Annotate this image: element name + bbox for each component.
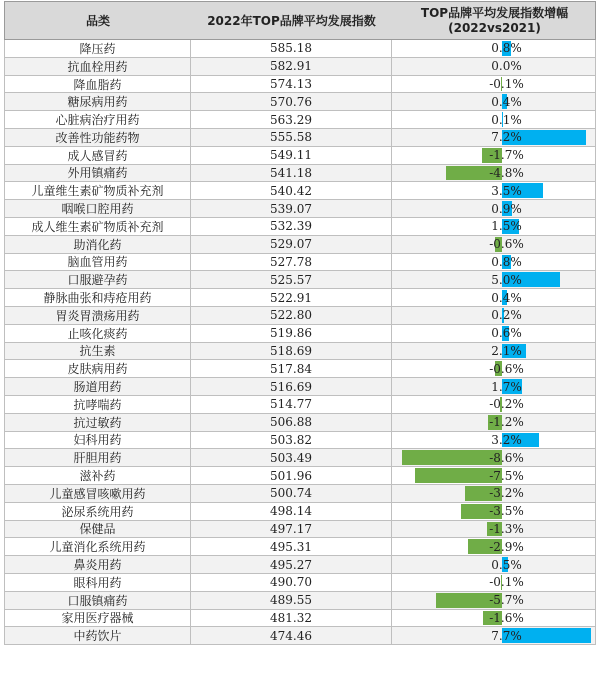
- growth-cell: [392, 254, 597, 271]
- category-cell: 改善性功能药物: [5, 129, 191, 146]
- table-row: [4, 325, 596, 343]
- table-row: [4, 592, 596, 610]
- table-row: [4, 503, 596, 521]
- growth-label: -1.2%: [489, 415, 524, 430]
- header-growth: [392, 2, 597, 39]
- category-cell: 家用医疗器械: [5, 610, 191, 627]
- header-category: 品类: [85, 14, 110, 28]
- category-cell: 降血脂药: [5, 76, 191, 93]
- index-cell: 522.80: [191, 307, 392, 324]
- index-cell: 500.74: [191, 485, 392, 502]
- table-body: [4, 40, 596, 645]
- growth-cell: [392, 40, 597, 57]
- growth-label: -5.7%: [489, 593, 524, 608]
- table-row: [4, 378, 596, 396]
- table-row: [4, 182, 596, 200]
- growth-label: -3.2%: [489, 486, 524, 501]
- index-cell: 503.82: [191, 432, 392, 449]
- growth-label: 0.6%: [491, 326, 522, 341]
- growth-label: 7.7%: [491, 628, 522, 643]
- index-cell: 518.69: [191, 343, 392, 360]
- growth-cell: [392, 182, 597, 199]
- category-cell: 糖尿病用药: [5, 93, 191, 110]
- growth-label: -0.6%: [489, 361, 524, 376]
- growth-cell: [392, 521, 597, 538]
- growth-label: 0.8%: [491, 254, 522, 269]
- table-row: [4, 556, 596, 574]
- growth-label: 2.1%: [491, 343, 522, 358]
- growth-cell: [392, 307, 597, 324]
- table-row: [4, 289, 596, 307]
- growth-label: -0.6%: [489, 237, 524, 252]
- growth-cell: [392, 556, 597, 573]
- table-row: [4, 147, 596, 165]
- category-cell: 口服镇痛药: [5, 592, 191, 609]
- category-cell: 泌尿系统用药: [5, 503, 191, 520]
- table-row: [4, 449, 596, 467]
- growth-cell: [392, 343, 597, 360]
- category-cell: 静脉曲张和痔疮用药: [5, 289, 191, 306]
- table-header: [4, 1, 596, 40]
- growth-cell: [392, 76, 597, 93]
- index-cell: 495.27: [191, 556, 392, 573]
- growth-cell: [392, 147, 597, 164]
- growth-label: -2.9%: [489, 539, 524, 554]
- table-row: [4, 129, 596, 147]
- growth-cell: [392, 432, 597, 449]
- table-row: [4, 200, 596, 218]
- index-cell: 555.58: [191, 129, 392, 146]
- growth-cell: [392, 449, 597, 466]
- growth-cell: [392, 396, 597, 413]
- index-cell: 525.57: [191, 271, 392, 288]
- table-row: [4, 538, 596, 556]
- category-cell: 鼻炎用药: [5, 556, 191, 573]
- growth-cell: [392, 165, 597, 182]
- category-cell: 降压药: [5, 40, 191, 57]
- table-row: [4, 111, 596, 129]
- index-cell: 519.86: [191, 325, 392, 342]
- growth-label: 0.0%: [491, 59, 522, 74]
- growth-label: -1.7%: [489, 148, 524, 163]
- growth-label: 0.4%: [491, 290, 522, 305]
- growth-label: -4.8%: [489, 165, 524, 180]
- index-cell: 503.49: [191, 449, 392, 466]
- growth-label: -7.5%: [489, 468, 524, 483]
- category-cell: 保健品: [5, 521, 191, 538]
- index-cell: 481.32: [191, 610, 392, 627]
- index-cell: 541.18: [191, 165, 392, 182]
- growth-cell: [392, 289, 597, 306]
- growth-cell: [392, 574, 597, 591]
- growth-cell: [392, 592, 597, 609]
- growth-cell: [392, 467, 597, 484]
- index-cell: 490.70: [191, 574, 392, 591]
- growth-label: -1.6%: [489, 610, 524, 625]
- index-cell: 501.96: [191, 467, 392, 484]
- category-cell: 抗生素: [5, 343, 191, 360]
- category-cell: 儿童消化系统用药: [5, 538, 191, 555]
- growth-cell: [392, 58, 597, 75]
- category-cell: 外用镇痛药: [5, 165, 191, 182]
- growth-label: 3.2%: [491, 432, 522, 447]
- table-row: [4, 271, 596, 289]
- table-row: [4, 236, 596, 254]
- growth-label: 0.5%: [491, 557, 522, 572]
- growth-cell: [392, 378, 597, 395]
- growth-label: -1.3%: [489, 521, 524, 536]
- growth-cell: [392, 538, 597, 555]
- index-cell: 563.29: [191, 111, 392, 128]
- category-cell: 助消化药: [5, 236, 191, 253]
- growth-cell: [392, 129, 597, 146]
- category-cell: 抗血栓用药: [5, 58, 191, 75]
- category-cell: 口服避孕药: [5, 271, 191, 288]
- table-row: [4, 396, 596, 414]
- category-cell: 儿童感冒咳嗽用药: [5, 485, 191, 502]
- index-cell: 582.91: [191, 58, 392, 75]
- growth-label: -0.1%: [489, 575, 524, 590]
- category-cell: 成人维生素矿物质补充剂: [5, 218, 191, 235]
- growth-label: -3.5%: [489, 504, 524, 519]
- table-row: [4, 307, 596, 325]
- category-cell: 胃炎胃溃疡用药: [5, 307, 191, 324]
- growth-label: 0.1%: [491, 112, 522, 127]
- growth-label: -0.2%: [489, 397, 524, 412]
- table-row: [4, 343, 596, 361]
- category-cell: 心脏病治疗用药: [5, 111, 191, 128]
- growth-cell: [392, 325, 597, 342]
- growth-cell: [392, 271, 597, 288]
- table-row: [4, 40, 596, 58]
- category-cell: 肝胆用药: [5, 449, 191, 466]
- growth-cell: [392, 218, 597, 235]
- header-index: 2022年TOP品牌平均发展指数: [207, 14, 376, 28]
- index-cell: 539.07: [191, 200, 392, 217]
- index-cell: 489.55: [191, 592, 392, 609]
- table-row: [4, 360, 596, 378]
- growth-label: 0.2%: [491, 308, 522, 323]
- growth-label: -8.6%: [489, 450, 524, 465]
- category-cell: 咽喉口腔用药: [5, 200, 191, 217]
- index-cell: 549.11: [191, 147, 392, 164]
- growth-label: 0.4%: [491, 94, 522, 109]
- table-row: [4, 432, 596, 450]
- growth-label: 5.0%: [491, 272, 522, 287]
- growth-cell: [392, 414, 597, 431]
- table-row: [4, 610, 596, 628]
- table-row: [4, 485, 596, 503]
- table-row: [4, 467, 596, 485]
- category-cell: 滋补药: [5, 467, 191, 484]
- growth-label: -0.1%: [489, 76, 524, 91]
- table-row: [4, 627, 596, 645]
- category-cell: 成人感冒药: [5, 147, 191, 164]
- growth-label: 1.7%: [491, 379, 522, 394]
- category-cell: 妇科用药: [5, 432, 191, 449]
- category-cell: 止咳化痰药: [5, 325, 191, 342]
- index-cell: 570.76: [191, 93, 392, 110]
- growth-label: 0.9%: [491, 201, 522, 216]
- index-cell: 498.14: [191, 503, 392, 520]
- index-cell: 495.31: [191, 538, 392, 555]
- category-cell: 儿童维生素矿物质补充剂: [5, 182, 191, 199]
- index-cell: 517.84: [191, 360, 392, 377]
- growth-label: 3.5%: [491, 183, 522, 198]
- category-cell: 抗哮喘药: [5, 396, 191, 413]
- table-row: [4, 58, 596, 76]
- growth-label: 0.8%: [491, 41, 522, 56]
- growth-cell: [392, 93, 597, 110]
- category-cell: 眼科用药: [5, 574, 191, 591]
- index-cell: 585.18: [191, 40, 392, 57]
- index-cell: 532.39: [191, 218, 392, 235]
- growth-cell: [392, 200, 597, 217]
- category-cell: 皮肤病用药: [5, 360, 191, 377]
- index-cell: 522.91: [191, 289, 392, 306]
- header-growth-title: TOP品牌平均发展指数增幅: [420, 5, 569, 20]
- table-row: [4, 414, 596, 432]
- table-row: [4, 254, 596, 272]
- category-cell: 肠道用药: [5, 378, 191, 395]
- index-cell: 529.07: [191, 236, 392, 253]
- index-cell: 474.46: [191, 627, 392, 644]
- index-cell: 540.42: [191, 182, 392, 199]
- table-row: [4, 521, 596, 539]
- growth-cell: [392, 111, 597, 128]
- growth-cell: [392, 627, 597, 644]
- index-cell: 497.17: [191, 521, 392, 538]
- index-cell: 516.69: [191, 378, 392, 395]
- growth-cell: [392, 610, 597, 627]
- index-cell: 527.78: [191, 254, 392, 271]
- category-cell: 中药饮片: [5, 627, 191, 644]
- category-cell: 抗过敏药: [5, 414, 191, 431]
- growth-label: 7.2%: [491, 130, 522, 145]
- growth-label: 1.5%: [491, 219, 522, 234]
- table-row: [4, 76, 596, 94]
- index-cell: 506.88: [191, 414, 392, 431]
- table-row: [4, 93, 596, 111]
- table-row: [4, 165, 596, 183]
- header-growth-period: (2022vs2021): [448, 20, 541, 35]
- table-row: [4, 574, 596, 592]
- growth-cell: [392, 236, 597, 253]
- table-row: [4, 218, 596, 236]
- data-table: [4, 1, 596, 645]
- growth-cell: [392, 503, 597, 520]
- category-cell: 脑血管用药: [5, 254, 191, 271]
- index-cell: 514.77: [191, 396, 392, 413]
- index-cell: 574.13: [191, 76, 392, 93]
- growth-cell: [392, 360, 597, 377]
- growth-cell: [392, 485, 597, 502]
